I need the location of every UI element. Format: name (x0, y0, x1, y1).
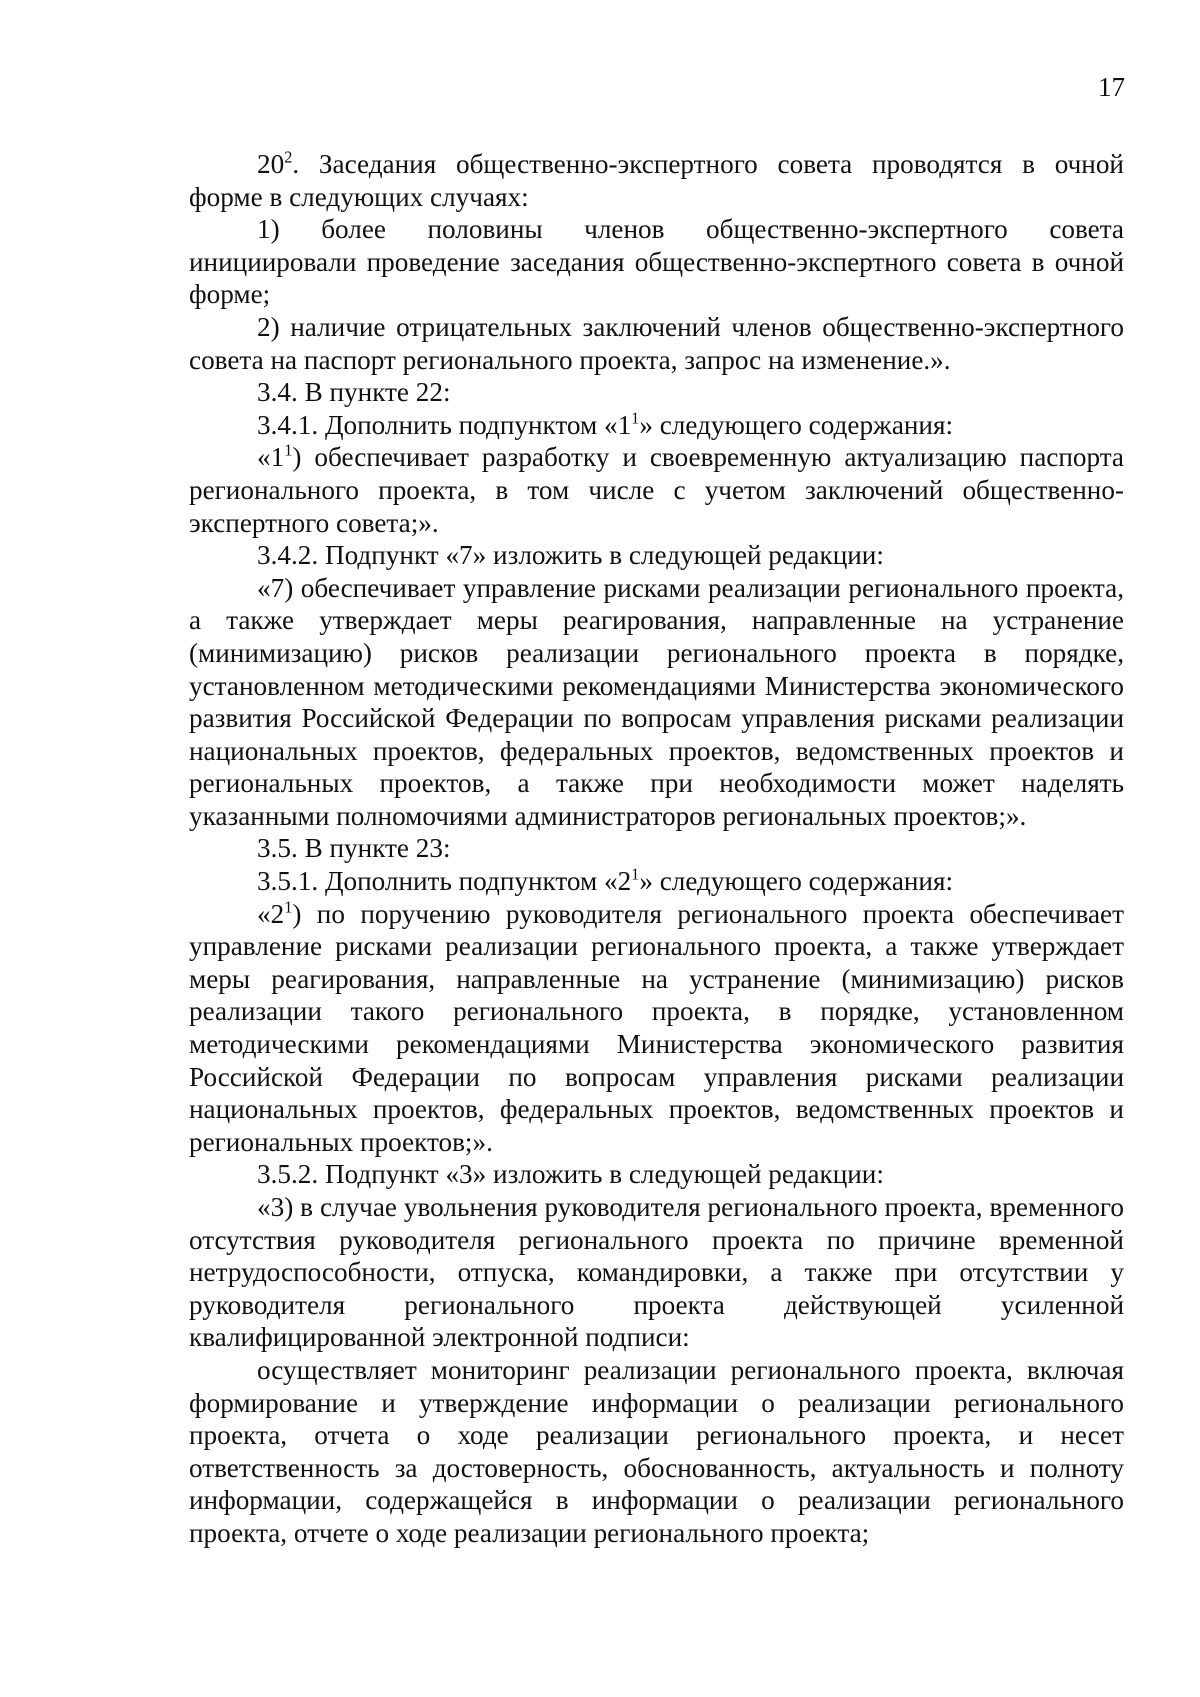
superscript: 1 (631, 864, 640, 884)
paragraph-item-2: 2) наличие отрицательных заключений членов общественно-экспертного совета на паспорт регионального проекта, запрос на изменение.». (189, 311, 1124, 375)
paragraph-text: » следующего содержания: (639, 409, 954, 440)
superscript: 1 (284, 897, 293, 917)
paragraph-text: «1 (257, 442, 285, 473)
page-number: 17 (1098, 72, 1125, 102)
paragraph-text: 3.4.1. Дополнить подпунктом «1 (257, 409, 632, 440)
paragraph-1-1-text (189, 441, 1124, 539)
superscript: 1 (284, 440, 293, 460)
paragraph-2-1-text (189, 898, 1124, 1159)
paragraph-item-1: 1) более половины членов общественно-экспертного совета инициировали проведение заседания общественно-экспертного совета в очной форме; (189, 214, 1124, 310)
paragraph-text: . Заседания общественно-экспертного совета проводятся в очной форме в следующих случаях: (189, 149, 1124, 212)
paragraph-monitoring: осуществляет мониторинг реализации регионального проекта, включая формирование и утверждение информации о реализации регионального проекта, отчета о ходе реализации регионального проекта, и несет ответственность за достоверность, обоснованность, актуальность и полноту информации, содержащейся в информации о реализации регионального проекта, отчете о ходе реализации регионального проекта; (189, 1354, 1124, 1548)
paragraph-3-5-2: 3.5.2. Подпункт «3» изложить в следующей редакции: (257, 1159, 884, 1190)
paragraph-text: 3.5.1. Дополнить подпунктом «2 (257, 866, 632, 897)
paragraph-text: ) обеспечивает разработку и своевременную актуализацию паспорта регионального проекта, в том числе с учетом заключений общественно-экспертного совета;». (189, 442, 1124, 538)
superscript: 2 (284, 147, 293, 167)
paragraph-3-4-1 (189, 409, 1124, 442)
document-body (189, 148, 1124, 1550)
paragraph-text: 20 (257, 149, 285, 179)
paragraph-text: «2 (257, 898, 285, 929)
paragraph-text: » следующего содержания: (639, 866, 954, 897)
paragraph-3-4-2: 3.4.2. Подпункт «7» изложить в следующей редакции: (257, 540, 884, 571)
paragraph-7-text: «7) обеспечивает управление рисками реализации регионального проекта, а также утверждает меры реагирования, направленные на устранение (минимизацию) рисков реализации регионального проекта в порядке, установленном методическими рекомендациями Министерства экономического развития Российской Федерации по вопросам управления рисками реализации национальных проектов, федеральных проектов, ведомственных проектов и региональных проектов, а также при необходимости может наделять указанными полномочиями администраторов региональных проектов;». (189, 572, 1124, 831)
paragraph-text: ) по поручению руководителя регионального проекта обеспечивает управление рисками реализации регионального проекта, а также утверждает меры реагирования, направленные на устранение (минимизацию) рисков реализации такого регионального проекта, в порядке, установленном методическими рекомендациями Министерства экономического развития Российской Федерации по вопросам управления рисками реализации национальных проектов, федеральных проектов, ведомственных проектов и региональных проектов;». (189, 898, 1124, 1157)
paragraph-3-text: «3) в случае увольнения руководителя регионального проекта, временного отсутствия руководителя регионального проекта по причине временной нетрудоспособности, отпуска, командировки, а также при отсутствии у руководителя регионального проекта действующей усиленной квалифицированной электронной подписи: (189, 1192, 1124, 1353)
paragraph-20-2 (189, 148, 1124, 213)
paragraph-3-4: 3.4. В пункте 22: (257, 377, 451, 408)
paragraph-3-5: 3.5. В пункте 23: (257, 833, 451, 864)
paragraph-3-5-1 (189, 865, 1124, 898)
superscript: 1 (631, 408, 640, 428)
